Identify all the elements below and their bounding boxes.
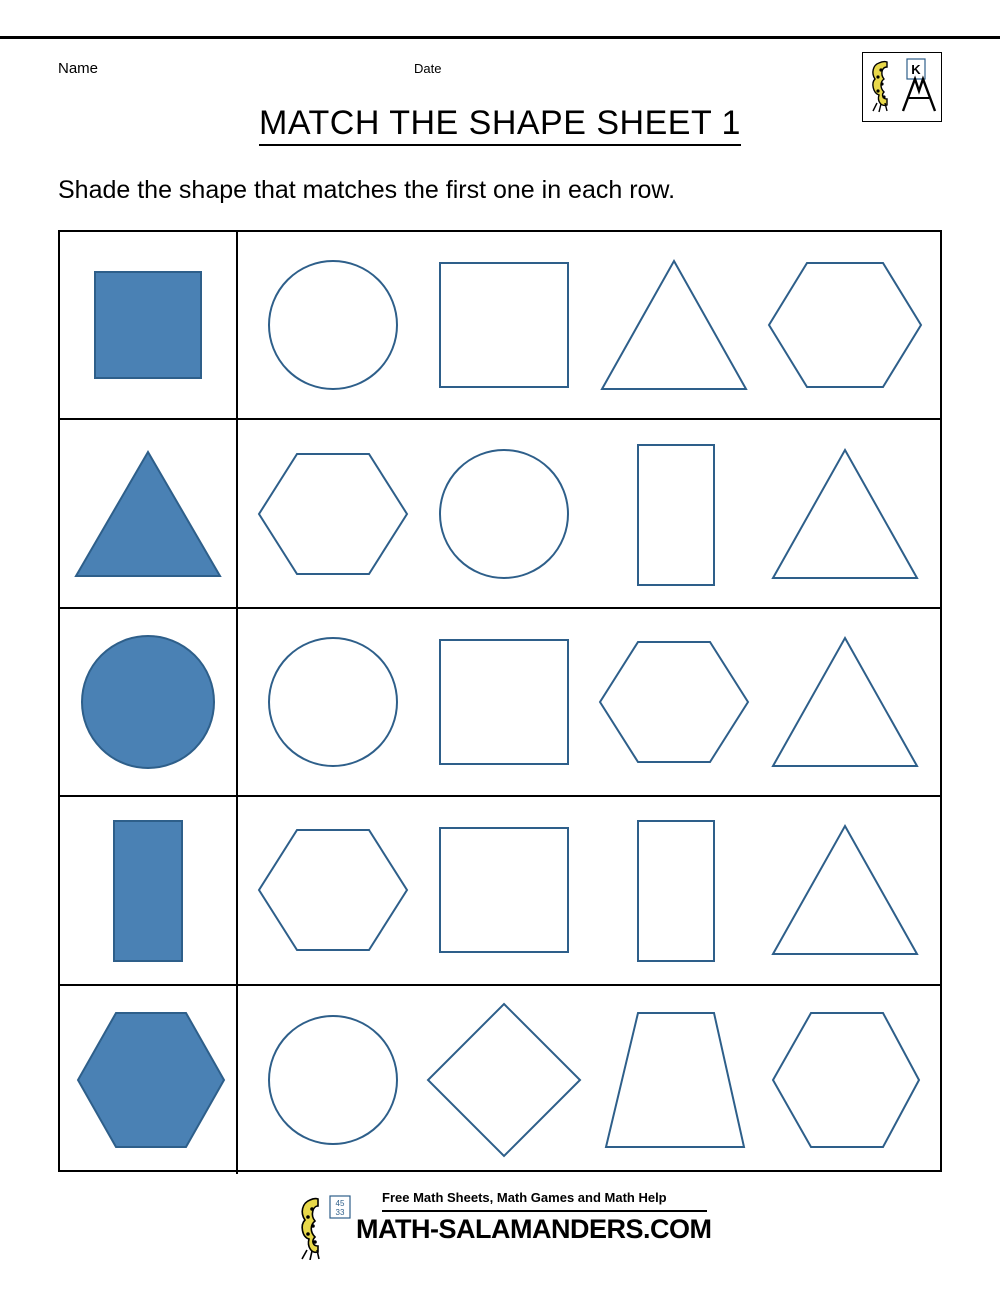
shape-square-filled (68, 245, 228, 405)
row-key-cell (60, 232, 238, 418)
shape-triangle-filled (68, 434, 228, 594)
shape-hexagon-option[interactable] (253, 810, 413, 970)
shape-square-option[interactable] (424, 810, 584, 970)
row-options-cell (238, 986, 940, 1174)
footer (0, 1188, 1000, 1268)
shape-hexagon-option[interactable] (765, 1000, 925, 1160)
shape-circle-option[interactable] (253, 1000, 413, 1160)
shape-rectangle-filled (68, 810, 228, 970)
name-label: Name (58, 60, 99, 77)
worksheet-row (60, 232, 940, 420)
page-title (0, 104, 1000, 143)
svg-text:K: K (911, 62, 921, 77)
shape-triangle-option[interactable] (765, 434, 925, 594)
shape-square-option[interactable] (424, 622, 584, 782)
shape-triangle-option[interactable] (765, 810, 925, 970)
instruction-text: Shade the shape that matches the first one in each row. (58, 176, 676, 204)
svg-text:33: 33 (335, 1208, 345, 1217)
shape-circle-option[interactable] (424, 434, 584, 594)
shape-hexagon-option[interactable] (253, 434, 413, 594)
worksheet-row (60, 986, 940, 1174)
top-divider (0, 36, 1000, 39)
footer-divider (382, 1210, 707, 1212)
shape-hexagon-option[interactable] (594, 622, 754, 782)
worksheet-grid (58, 230, 942, 1172)
worksheet-row (60, 420, 940, 608)
salamander-mascot-icon (290, 1194, 362, 1260)
shape-trapezoid-option[interactable] (594, 1000, 754, 1160)
svg-text:45: 45 (335, 1199, 345, 1208)
shape-circle-option[interactable] (253, 622, 413, 782)
shape-triangle-option[interactable] (765, 622, 925, 782)
worksheet-row (60, 609, 940, 797)
row-key-cell (60, 797, 238, 983)
row-options-cell (238, 797, 940, 983)
row-key-cell (60, 420, 238, 606)
shape-circle-filled (68, 622, 228, 782)
shape-hexagon-filled (68, 1000, 228, 1160)
footer-site-name: MATH-SALAMANDERS.COM (356, 1214, 712, 1244)
shape-diamond-option[interactable] (424, 1000, 584, 1160)
row-options-cell (238, 609, 940, 795)
shape-circle-option[interactable] (253, 245, 413, 405)
shape-triangle-option[interactable] (594, 245, 754, 405)
shape-hexagon-option[interactable] (765, 245, 925, 405)
worksheet-row (60, 797, 940, 985)
row-options-cell (238, 420, 940, 606)
row-key-cell (60, 986, 238, 1174)
row-options-cell (238, 232, 940, 418)
page-title-text: MATCH THE SHAPE SHEET 1 (259, 104, 741, 146)
date-label: Date (414, 61, 442, 76)
shape-rectangle-option[interactable] (594, 810, 754, 970)
footer-tagline: Free Math Sheets, Math Games and Math Help (382, 1190, 667, 1205)
shape-rectangle-option[interactable] (594, 434, 754, 594)
shape-square-option[interactable] (424, 245, 584, 405)
row-key-cell (60, 609, 238, 795)
